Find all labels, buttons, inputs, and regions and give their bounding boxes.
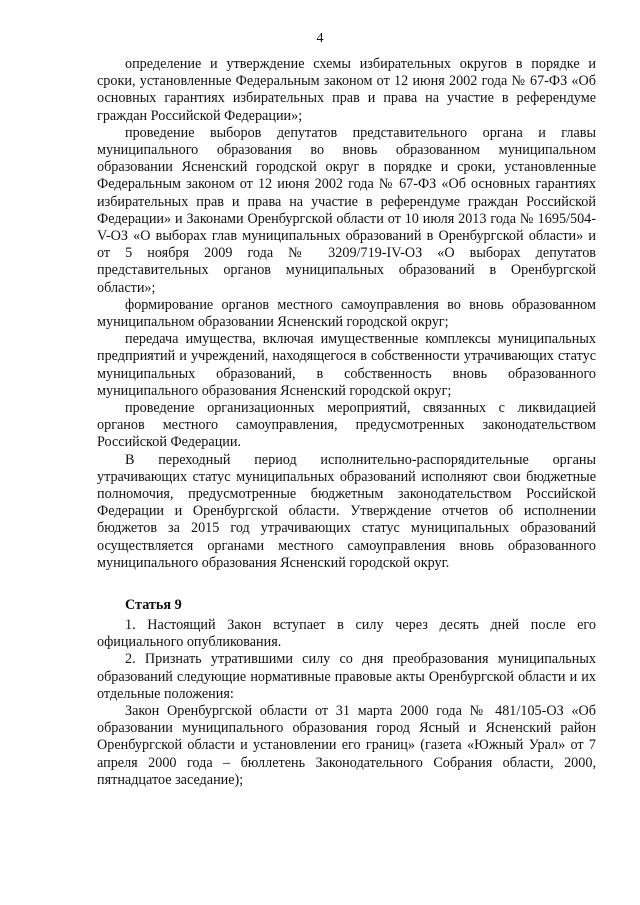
page-number: 4: [316, 31, 324, 46]
paragraph: проведение выборов депутатов представительного органа и главы муниципального образования во вновь образованном муниципальном образовании Ясненский городской округ в порядке и сроки, установленные Федеральным законом от 12 июня 2002 года № 67-ФЗ «Об основных гарантиях избирательных прав и права на участие в референдуме граждан Российской Федерации» и Законами Оренбургской области от 10 июля 2013 года № 1695/504-V-ОЗ «О выборах глав муниципальных образований в Оренбургской области» и от 5 ноября 2009 года № 3209/719-IV-ОЗ «О выборах депутатов представительных органов муниципальных образований в Оренбургской области»;: [97, 124, 596, 296]
paragraph: определение и утверждение схемы избирательных округов в порядке и сроки, установленные Федеральным законом от 12 июня 2002 года № 67-ФЗ «Об основных гарантиях избирательных прав и права на участие в референдуме граждан Российской Федерации»;: [97, 56, 596, 124]
paragraph: передача имущества, включая имущественные комплексы муниципальных предприятий и учреждений, находящегося в собственности утрачивающих статус муниципальных образований, в собственность вновь образованного муниципального образования Ясненский городской округ;: [97, 331, 596, 399]
paragraph: 2. Признать утратившими силу со дня преобразования муниципальных образований следующие нормативные правовые акты Оренбургской области и их отдельные положения:: [97, 651, 596, 702]
paragraph: 1. Настоящий Закон вступает в силу через десять дней после его официального опубликования.: [97, 617, 596, 651]
body-text-bottom: [97, 617, 596, 789]
paragraph: проведение организационных мероприятий, связанных с ликвидацией органов местного самоуправления, предусмотренных законодательством Российской Федерации.: [97, 400, 596, 451]
paragraph: В переходный период исполнительно-распорядительные органы утрачивающих статус муниципальных образований исполняют свои бюджетные полномочия, предусмотренные бюджетным законодательством Российской Федерации и Оренбургской области. Утверждение отчетов об исполнении бюджетов за 2015 год утрачивающих статус муниципальных образований осуществляется органами местного самоуправления вновь образованного муниципального образования Ясненский городской округ.: [97, 451, 596, 571]
paragraph: Закон Оренбургской области от 31 марта 2000 года № 481/105-ОЗ «Об образовании муниципального образования город Ясный и Ясненский район Оренбургской области и установлении его границ» (газета «Южный Урал» от 7 апреля 2000 года – бюллетень Законодательного Собрания области, 2000, пятнадцатое заседание);: [97, 703, 596, 788]
paragraph: формирование органов местного самоуправления во вновь образованном муниципальном образовании Ясненский городской округ;: [97, 296, 596, 331]
article-heading: Статья 9: [125, 597, 182, 613]
body-text-top: [97, 56, 596, 572]
